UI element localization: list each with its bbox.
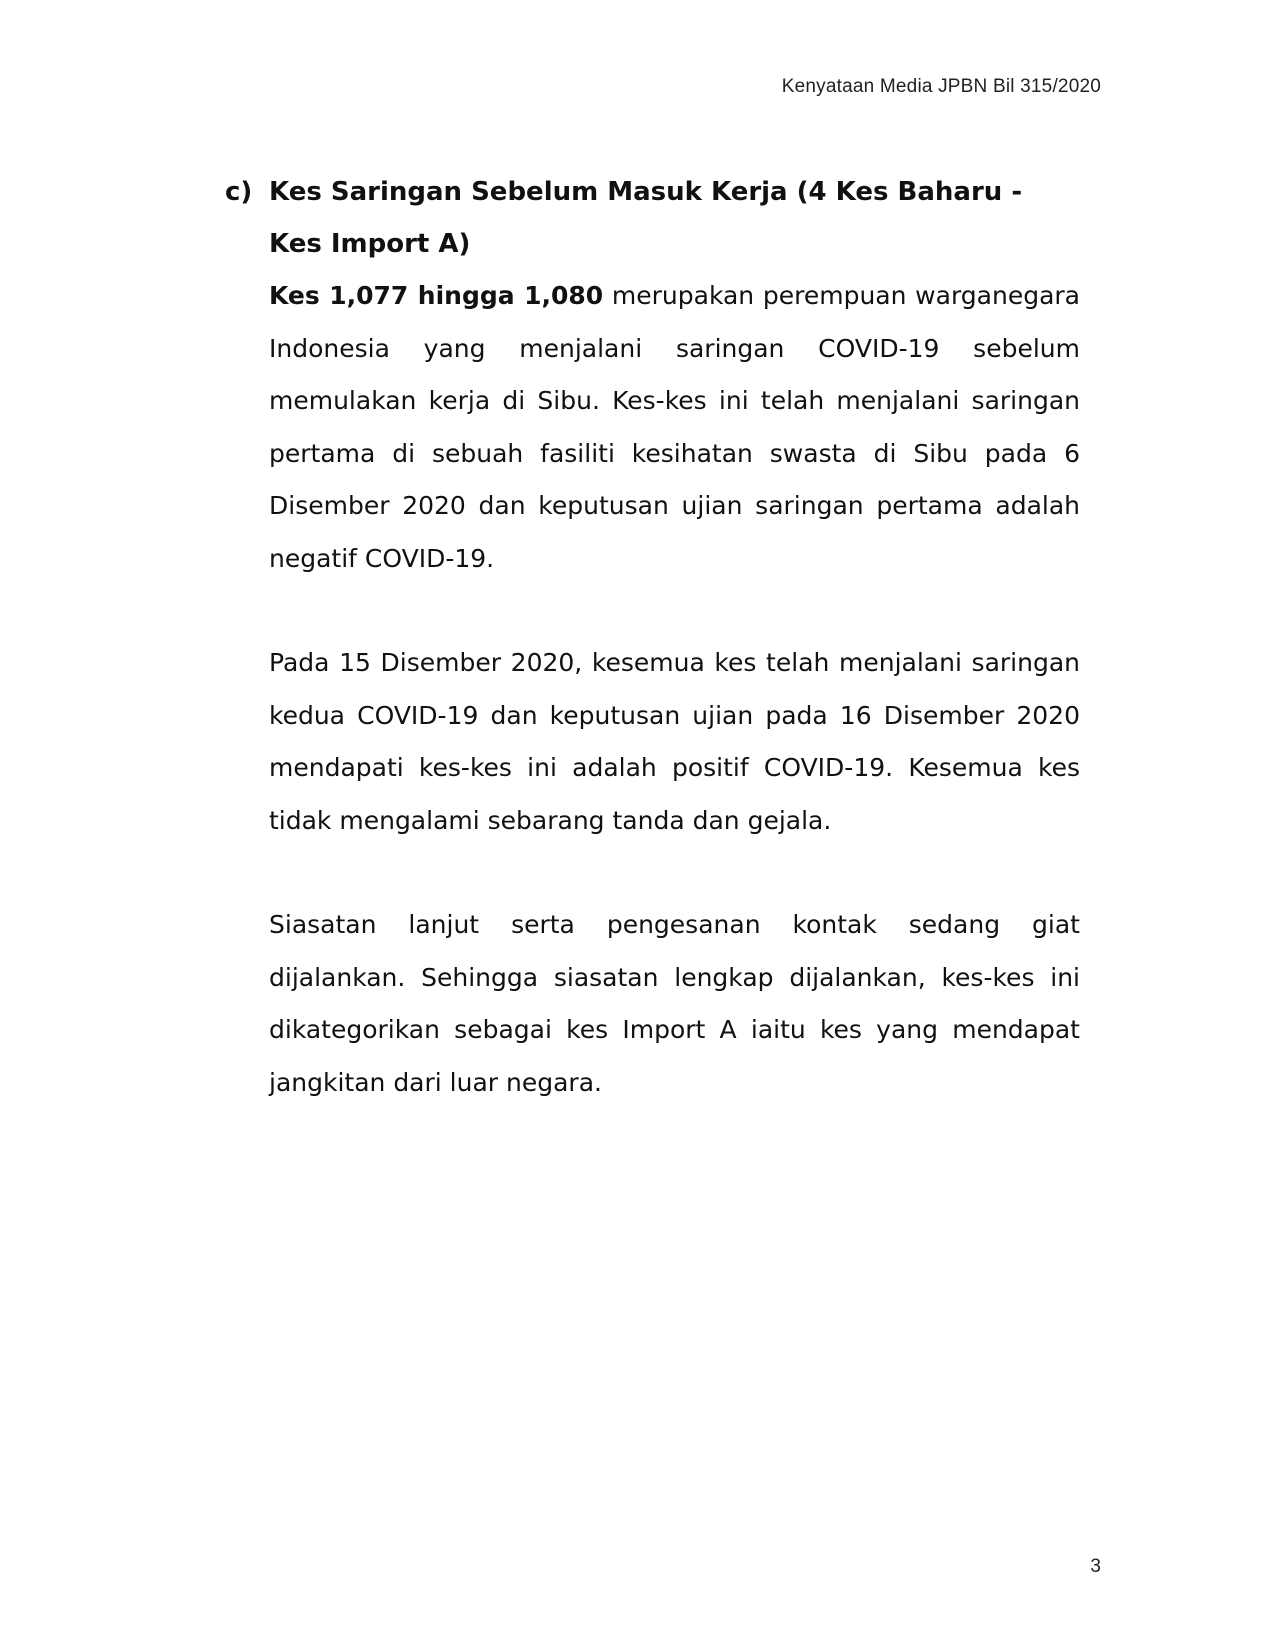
section-c [225,166,1080,1109]
paragraph-investigation: Siasatan lanjut serta pengesanan kontak sedang giat dijalankan. Sehingga siasatan lengkap dijalankan, kes-kes ini dikategorikan sebagai kes Import A iaitu kes yang mendapat jangkitan dari luar negara. [269,910,1080,1097]
section-body [269,270,1080,1109]
paragraph-second-screening: Pada 15 Disember 2020, kesemua kes telah menjalani saringan kedua COVID-19 dan keputusan ujian pada 16 Disember 2020 mendapati kes-kes ini adalah positif COVID-19. Kesemua kes tidak mengalami sebarang tanda dan gejala. [269,648,1080,835]
page-number: 3 [1090,1556,1101,1577]
case-numbers-bold: Kes 1,077 hingga 1,080 [269,281,604,310]
paragraph-text: merupakan perempuan warganegara Indonesia yang menjalani saringan COVID-19 sebelum memulakan kerja di Sibu. Kes-kes ini telah menjalani saringan pertama di sebuah fasiliti kesihatan swasta di Sibu pada 6 Disember 2020 dan keputusan ujian saringan pertama adalah negatif COVID-19. [269,281,1080,573]
section-title: Kes Saringan Sebelum Masuk Kerja (4 Kes Baharu - Kes Import A) [269,177,1023,259]
section-letter: c) [225,177,253,207]
paragraph-case-description [269,270,1080,585]
document-reference-header: Kenyataan Media JPBN Bil 315/2020 [781,76,1101,97]
section-heading [225,166,1080,270]
